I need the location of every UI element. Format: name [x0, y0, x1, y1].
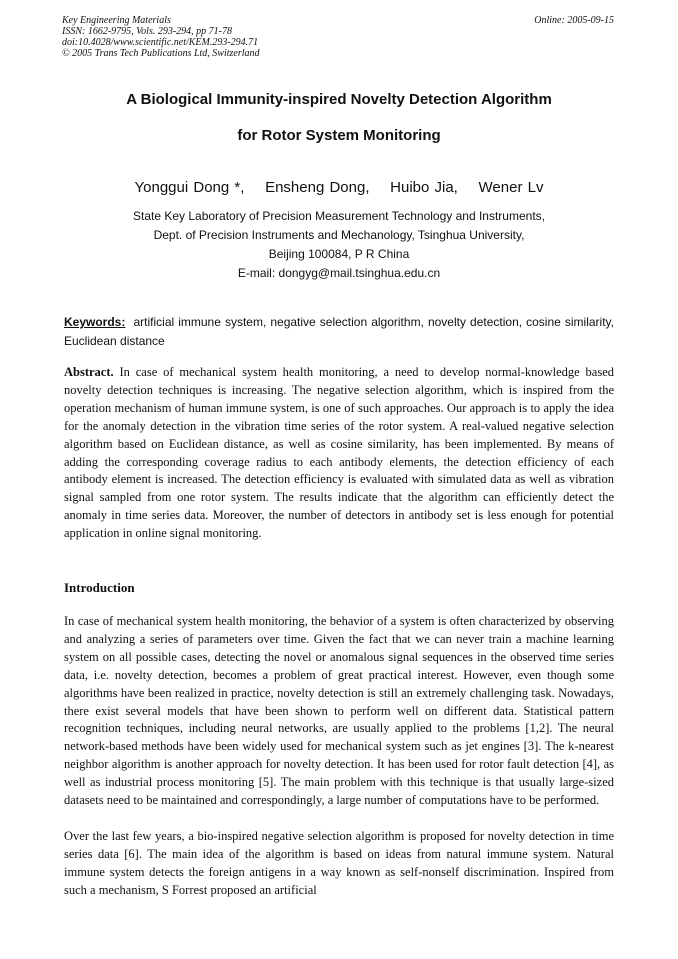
keywords-label: Keywords: — [64, 315, 126, 329]
online-date: Online: 2005-09-15 — [534, 15, 614, 26]
affiliation-block — [0, 207, 678, 283]
abstract-text: In case of mechanical system health monitoring, a need to develop normal-knowledge based novelty detection techniques is increasing. The negative selection algorithm, which is inspired from the operation mechanism of human immune system, is one of such approaches. Our approach is to apply the idea for the anomaly detection in the vibration time series of the rotor system. A real-valued negative selection algorithm based on Euclidean distance, as well as cosine similarity, has been implemented. By means of adding the corresponding coverage radius to each antibody elements, the detection efficiency of each antibody element is increased. The detection efficiency is evaluated with simulated data as well as vibration signal sampled from one rotor system. The results indicate that the algorithm can efficiently detect the anomaly in time series data. Moreover, the number of detectors in antibody set is less enough for potential application in online signal monitoring. — [64, 365, 615, 541]
authors-text: Yonggui Dong *, Ensheng Dong, Huibo Jia, Wener Lv — [134, 179, 544, 196]
affiliation-line: State Key Laboratory of Precision Measurement Technology and Instruments, — [132, 209, 545, 223]
paper-title-line-1: A Biological Immunity-inspired Novelty Detection Algorithm — [126, 91, 552, 108]
copyright-line: © 2005 Trans Tech Publications Ltd, Switzerland — [62, 48, 260, 59]
introduction-paragraph-2: Over the last few years, a bio-inspired negative selection algorithm is proposed for novelty detection in time series data [6]. The main idea of the algorithm is based on ideas from natural immune system. Natural immune system detects the foreign antigens in a way known as self-nonself discrimination. Inspired from such a mechanism, S Forrest proposed an artificial — [64, 829, 614, 897]
paper-title-line-2: for Rotor System Monitoring — [237, 127, 441, 144]
affiliation-line: Dept. of Precision Instruments and Mechanology, Tsinghua University, — [153, 228, 525, 242]
keywords-block — [64, 313, 614, 351]
keywords-text: artificial immune system, negative selection algorithm, novelty detection, cosine similarity, Euclidean distance — [64, 315, 614, 348]
abstract-label: Abstract. — [64, 365, 114, 379]
email-line: E-mail: dongyg@mail.tsinghua.edu.cn — [237, 266, 441, 280]
section-heading-introduction: Introduction — [64, 580, 135, 595]
introduction-paragraph-1: In case of mechanical system health monitoring, the behavior of a system is often characterized by observing and analyzing a series of parameters over time. Given the fact that we can never train a machine learning system on all possible cases, detecting the novel or anomalous signal sequences in the observed time series data, i.e. novelty detection, becomes a problem of great practical interest. However, even though some algorithms have been realized in practice, novelty detection is still an extremely challenging task. Nowadays, there exist several models that have been shown to perform well on different data. Statistical pattern recognition techniques, including neural networks, are usually applied to the problems [1,2]. The neural network-based methods have been widely used for mechanical system such as jet engines [3]. The k-nearest neighbor algorithm is another approach for novelty detection. It has been used for rotor fault detection [4], as well as industrial process monitoring [5]. The main problem with this technique is that usually large-sized datasets need to be maintained and correspondingly, a large number of computations have to be performed. — [64, 614, 614, 808]
journal-name: Key Engineering Materials — [62, 15, 171, 26]
abstract-paragraph — [64, 364, 614, 543]
issn-line: ISSN: 1662-9795, Vols. 293-294, pp 71-78 — [62, 26, 232, 37]
journal-header — [62, 15, 260, 59]
author-list — [0, 179, 678, 196]
doi-line: doi:10.4028/www.scientific.net/KEM.293-294.71 — [62, 37, 259, 48]
affiliation-line: Beijing 100084, P R China — [268, 247, 410, 261]
